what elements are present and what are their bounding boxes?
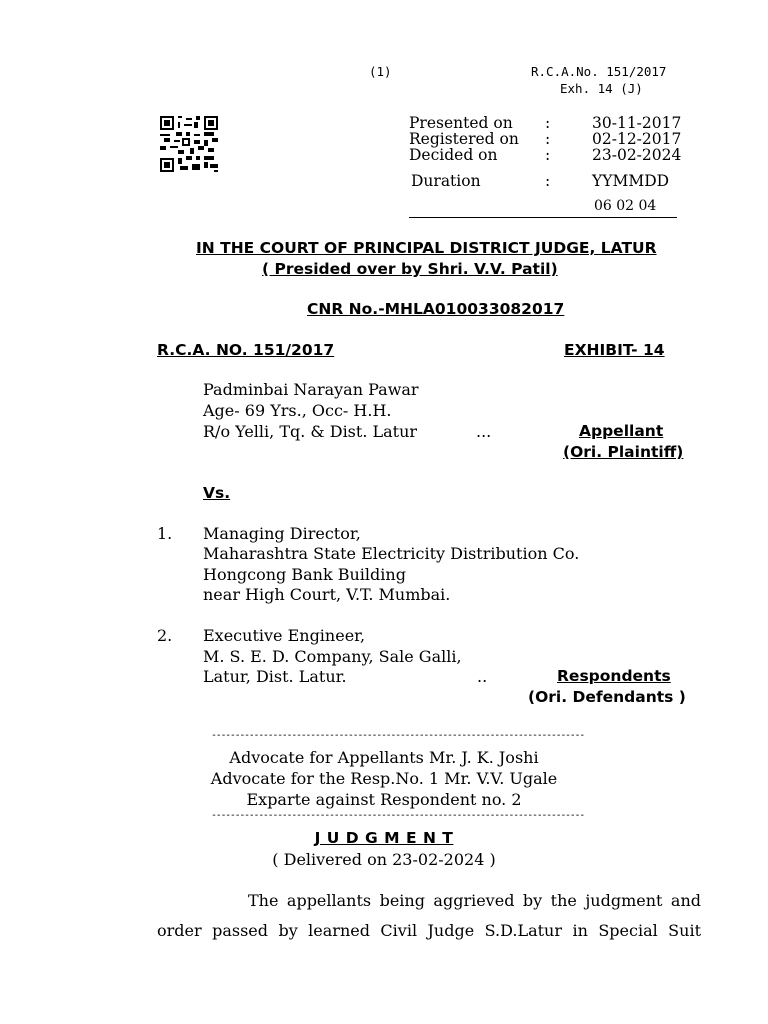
exparte-note: Exparte against Respondent no. 2 xyxy=(246,790,522,809)
respondent-1-line: Maharashtra State Electricity Distribution Co. xyxy=(203,544,580,563)
registered-on-label: Registered on xyxy=(409,130,519,148)
advocate-respondent: Advocate for the Resp.No. 1 Mr. V.V. Ugale xyxy=(210,769,558,788)
advocate-appellant: Advocate for Appellants Mr. J. K. Joshi xyxy=(229,748,539,767)
case-number: R.C.A. NO. 151/2017 xyxy=(157,341,335,359)
presented-on-separator: : xyxy=(545,114,551,132)
page-number: (1) xyxy=(369,64,392,79)
case-reference: R.C.A.No. 151/2017 xyxy=(531,64,667,79)
versus: Vs. xyxy=(203,484,231,502)
decided-on-label: Decided on xyxy=(409,146,498,164)
duration-value: 06 02 04 xyxy=(594,198,657,214)
duration-separator: : xyxy=(545,172,551,190)
respondent-2-number: 2. xyxy=(157,626,173,645)
exhibit-reference: Exh. 14 (J) xyxy=(560,81,643,96)
respondent-1-line: near High Court, V.T. Mumbai. xyxy=(203,585,451,604)
qr-code-icon xyxy=(160,116,218,172)
presented-on-value: 30-11-2017 xyxy=(592,114,682,132)
respondent-1-number: 1. xyxy=(157,524,173,543)
duration-format: YYMMDD xyxy=(592,172,670,190)
respondent-2-line: M. S. E. D. Company, Sale Galli, xyxy=(203,647,462,666)
decided-on-value: 23-02-2024 xyxy=(592,146,682,164)
respondent-dots: .. xyxy=(477,667,488,686)
registered-on-separator: : xyxy=(545,130,551,148)
separator-bottom: ------------------------------------------------------------------------------- xyxy=(211,810,584,821)
respondent-role: Respondents xyxy=(557,667,671,685)
case-info-rule xyxy=(409,217,677,218)
judgment-title: J U D G M E N T xyxy=(314,829,454,847)
appellant-age: Age- 69 Yrs., Occ- H.H. xyxy=(203,401,392,420)
respondent-1-line: Hongcong Bank Building xyxy=(203,565,406,584)
appellant-name: Padminbai Narayan Pawar xyxy=(203,380,419,399)
separator-top: ------------------------------------------------------------------------------- xyxy=(211,730,584,741)
respondent-1-line: Managing Director, xyxy=(203,524,361,543)
decided-on-separator: : xyxy=(545,146,551,164)
exhibit-number: EXHIBIT- 14 xyxy=(564,341,665,359)
presented-on-label: Presented on xyxy=(409,114,513,132)
judgment-paragraph-line: The appellants being aggrieved by the judgment and xyxy=(248,891,701,910)
appellant-role: Appellant xyxy=(579,422,664,440)
appellant-dots: ... xyxy=(476,422,492,441)
judgment-paragraph-line: order passed by learned Civil Judge S.D.Latur in Special Suit xyxy=(157,921,701,940)
cnr-number: CNR No.-MHLA010033082017 xyxy=(307,300,565,318)
judgment-delivered: ( Delivered on 23-02-2024 ) xyxy=(272,850,496,869)
respondent-2-line: Executive Engineer, xyxy=(203,626,366,645)
duration-label: Duration xyxy=(411,172,481,190)
appellant-role-sub: (Ori. Plaintiff) xyxy=(563,443,684,461)
registered-on-value: 02-12-2017 xyxy=(592,130,682,148)
court-title: IN THE COURT OF PRINCIPAL DISTRICT JUDGE, LATUR xyxy=(196,239,657,257)
presided-over: ( Presided over by Shri. V.V. Patil) xyxy=(262,260,558,278)
respondent-role-sub: (Ori. Defendants ) xyxy=(528,688,686,706)
respondent-2-line: Latur, Dist. Latur. xyxy=(203,667,347,686)
appellant-address: R/o Yelli, Tq. & Dist. Latur xyxy=(203,422,418,441)
